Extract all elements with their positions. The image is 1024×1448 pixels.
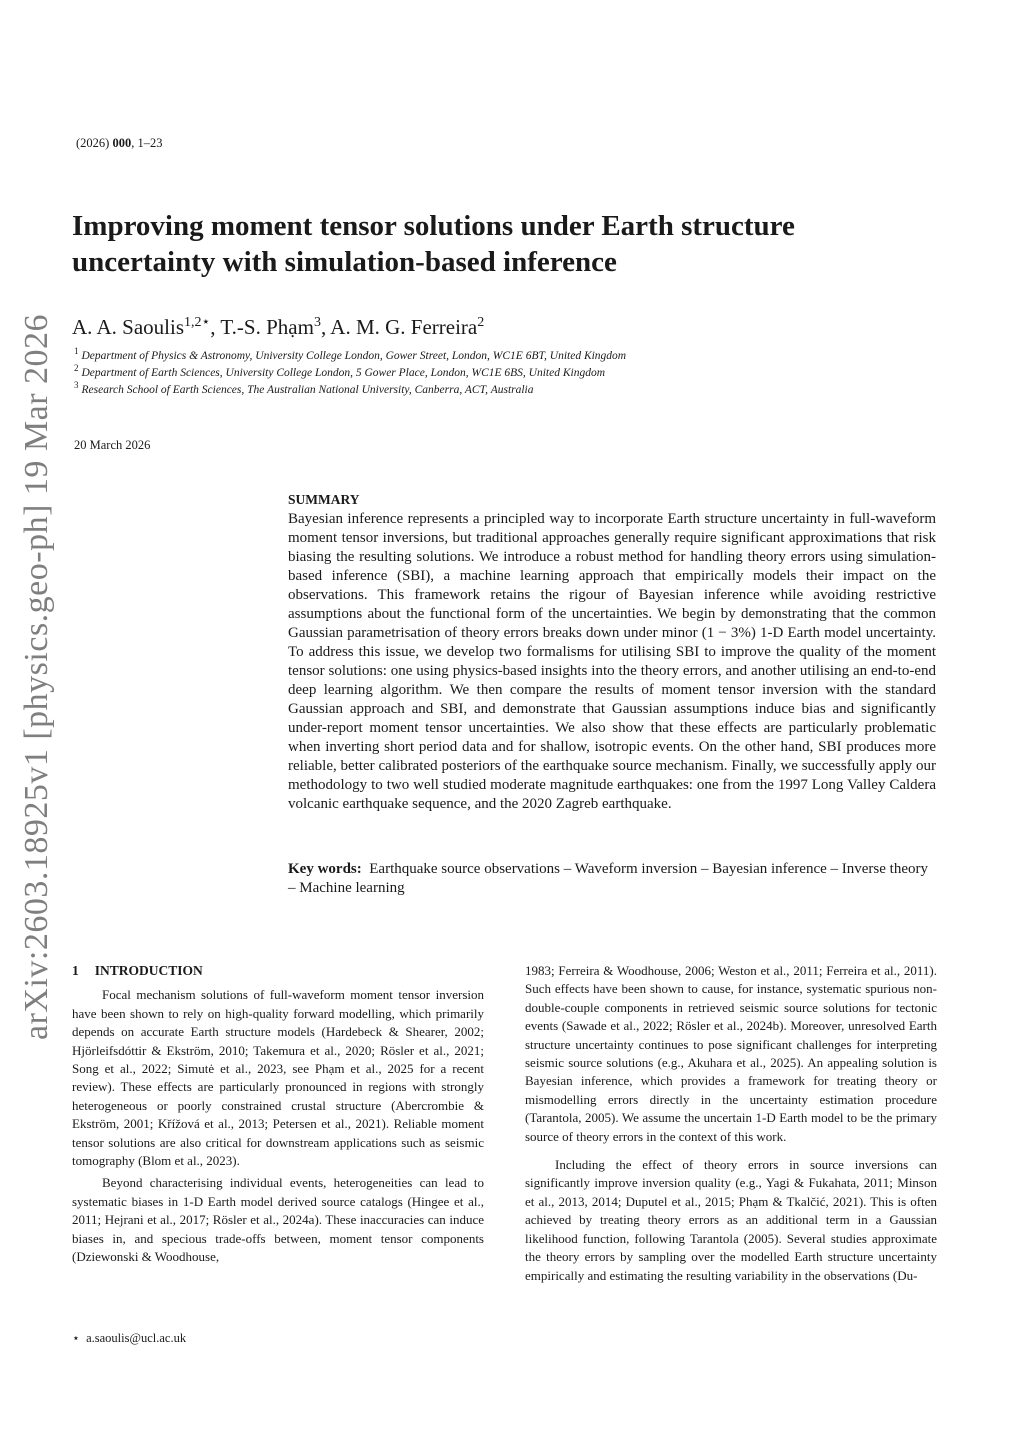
keywords-text: Earthquake source observations – Waveform inversion – Bayesian inference – Inverse theory – Machine learning [288, 861, 928, 896]
affiliation-1: $^1$ Department of Physics & Astronomy, University College London, Gower Street, London, WC1E 6BT, United Kingdom [74, 346, 627, 362]
keywords-label: Key words: [288, 861, 362, 877]
publication-date: 20 March 2026 [74, 438, 151, 452]
right-column [525, 962, 937, 1289]
affiliation-3: $^3$ Research School of Earth Sciences, The Australian National University, Canberra, ACT, Australia [74, 380, 534, 396]
intro-paragraph-4: Including the effect of theory errors in source inversions can significantly improve inversion quality (e.g., Yagi & Fukahata, 2011; Minson et al., 2013, 2014; Duputel et al., 2015; Phạm & Tkalčić, 2021). This is often achieved by treating theory errors as an additional term in a Gaussian likelihood function, following Tarantola (2005). Several studies approximate the theory errors by sampling over the modelled Earth structure uncertainty empirically and estimating the resulting variability in the observations (Du- [525, 1157, 937, 1283]
email-link[interactable]: a.saoulis@ucl.ac.uk [86, 1331, 187, 1345]
left-column [72, 962, 484, 1271]
intro-paragraph-3: 1983; Ferreira & Woodhouse, 2006; Weston et al., 2011; Ferreira et al., 2011). Such effects have been shown to cause, for instance, systematic spurious non-double-couple components in retrieved seismic source solutions for tectonic events (Sawade et al., 2022; Rösler et al., 2024b). Moreover, unresolved Earth structure uncertainty continues to pose significant challenges for interpreting seismic source solutions (e.g., Akuhara et al., 2025). An appealing solution is Bayesian inference, which provides a framework for treating theory or mismodelling errors directly in the uncertainty estimation procedure (Tarantola, 2005). We assume the uncertain 1-D Earth model to be the primary source of theory errors in the context of this work. [525, 963, 937, 1144]
title-line-1: Improving moment tensor solutions under Earth structure [72, 210, 795, 242]
journal-reference: (2026) 000, 1–23 [76, 136, 163, 150]
keywords [288, 860, 936, 898]
section-heading: 1 INTRODUCTION [72, 963, 203, 978]
arxiv-watermark: arXiv:2603.18925v1 [physics.geo-ph] 19 Mar 2026 [18, 313, 55, 1040]
affiliation-2: $^2$ Department of Earth Sciences, University College London, 5 Gower Place, London, WC1E 6BS, United Kingdom [74, 363, 606, 379]
paper-title [72, 208, 892, 280]
intro-paragraph-2: Beyond characterising individual events, heterogeneities can lead to systematic biases in 1-D Earth model derived source catalogs (Hingee et al., 2011; Hejrani et al., 2017; Rösler et al., 2024a). These inaccuracies can induce biases in, and specious trade-offs between, moment tensor components (Dziewonski & Woodhouse, [72, 1175, 484, 1265]
author-list: A. A. Saoulis$^{1,2⋆}$, T.-S. Phạm$^3$, A. M. G. Ferreira$^2$ [72, 315, 485, 339]
summary-section [288, 490, 936, 814]
summary-heading: SUMMARY [288, 492, 360, 507]
intro-paragraph-1: Focal mechanism solutions of full-waveform moment tensor inversion have been shown to rely on high-quality forward modelling, which primarily depends on accurate Earth structure models (Hardebeck & Shearer, 2002; Hjörleifsdóttir & Ekström, 2010; Takemura et al., 2020; Rösler et al., 2021; Song et al., 2022; Simutė et al., 2023, see Phạm et al., 2025 for a recent review). These effects are particularly pronounced in regions with strongly heterogeneous or poorly constrained crustal structure (Abercrombie & Ekström, 2001; Křížová et al., 2013; Petersen et al., 2021). Reliable moment tensor solutions are also critical for downstream applications such as seismic tomography (Blom et al., 2023). [72, 987, 484, 1169]
title-line-2: uncertainty with simulation-based inference [72, 246, 617, 278]
footnote-email: ⋆ a.saoulis@ucl.ac.uk [72, 1331, 187, 1345]
summary-text: Bayesian inference represents a principled way to incorporate Earth structure uncertainty in full-waveform moment tensor inversions, but traditional approaches generally require significant approximations that risk biasing the resulting solutions. We introduce a robust method for handling theory errors using simulation-based inference (SBI), a machine learning approach that empirically models their impact on the observations. This framework retains the rigour of Bayesian inference while avoiding restrictive assumptions about the functional form of the uncertainties. We begin by demonstrating that the common Gaussian parametrisation of theory errors breaks down under minor (1 − 3%) 1-D Earth model uncertainty. To address this issue, we develop two formalisms for utilising SBI to improve the quality of the moment tensor solutions: one using physics-based insights into the theory errors, and another utilising an end-to-end deep learning algorithm. We then compare the results of moment tensor inversion with the standard Gaussian approach and SBI, and demonstrate that Gaussian assumptions induce bias and significantly under-report moment tensor uncertainties. We also show that these effects are particularly problematic when inverting short period data and for shallow, isotropic events. On the other hand, SBI produces more reliable, better calibrated posteriors of the earthquake source mechanism. Finally, we successfully apply our methodology to two well studied moderate magnitude earthquakes: one from the 1997 Long Valley Caldera volcanic earthquake sequence, and the 2020 Zagreb earthquake. [288, 511, 936, 812]
